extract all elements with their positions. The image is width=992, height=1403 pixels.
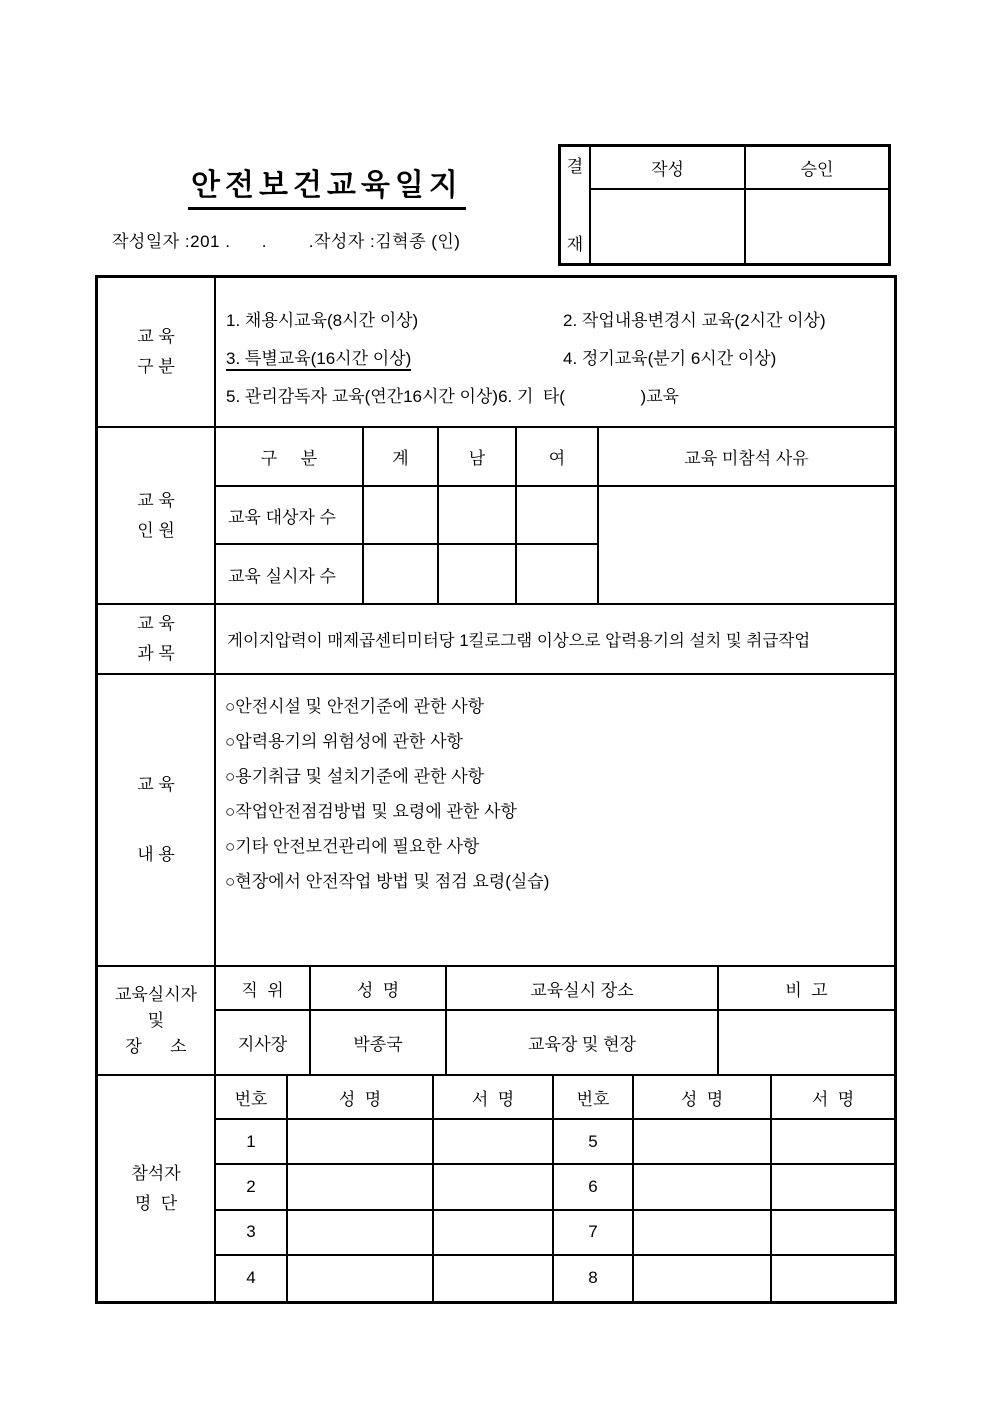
attendee-name-cell-2[interactable] <box>288 1165 434 1210</box>
approval-sign-cell-approve[interactable] <box>746 190 888 263</box>
instructor-header-position: 직 위 <box>216 967 311 1011</box>
attendee-list-label-line2: 명 단 <box>134 1193 178 1213</box>
attendee-name-cell-5[interactable] <box>634 1120 772 1165</box>
instructor-name-value: 박종국 <box>311 1011 447 1074</box>
approval-stamp-bottom: 재 <box>566 235 584 254</box>
actual-female-cell[interactable] <box>517 545 599 603</box>
contents-item-6: ○현장에서 안전작업 방법 및 점검 요령(실습) <box>225 872 550 891</box>
contents-item-3: ○용기취급 및 설치기준에 관한 사항 <box>225 767 485 786</box>
byline: 작성일자 :201 . . .작성자 :김혁종 (인) <box>112 232 461 251</box>
instructor-label-line2: 및 <box>147 1010 165 1030</box>
actual-male-cell[interactable] <box>439 545 517 603</box>
attendee-header-sign-right: 서 명 <box>772 1076 894 1120</box>
section-edu-type <box>98 278 894 428</box>
instructor-header-place: 교육실시 장소 <box>447 967 719 1011</box>
section-attendee-list <box>98 1076 894 1301</box>
contents-label-line1: 교 육 <box>137 775 175 794</box>
instructor-position-value: 지사장 <box>216 1011 311 1074</box>
edu-type-label-line1: 교 육 <box>137 327 175 346</box>
attendance-header-total: 계 <box>364 428 439 487</box>
attendee-sign-cell-5[interactable] <box>772 1120 894 1165</box>
target-total-cell[interactable] <box>364 487 439 545</box>
edu-type-item-3-selected: 3. 특별교육(16시간 이상) <box>226 349 411 371</box>
approval-header-write: 작성 <box>591 147 746 190</box>
contents-item-4: ○작업안전점검방법 및 요령에 관한 사항 <box>225 802 517 821</box>
attendee-sign-cell-3[interactable] <box>434 1211 554 1256</box>
section-instructor <box>98 967 894 1076</box>
attendee-no-7: 7 <box>554 1211 634 1256</box>
attendee-header-sign-left: 서 명 <box>434 1076 554 1120</box>
attendee-no-1: 1 <box>216 1120 288 1165</box>
attendee-sign-cell-4[interactable] <box>434 1256 554 1301</box>
subject-label-line2: 과 목 <box>137 644 175 663</box>
attendee-header-no-right: 번호 <box>554 1076 634 1120</box>
attendee-sign-cell-2[interactable] <box>434 1165 554 1210</box>
edu-type-item-5[interactable]: 5. 관리감독자 교육(연간16시간 이상) <box>226 386 499 406</box>
edu-type-item-3[interactable] <box>226 344 563 369</box>
instructor-label <box>98 967 216 1074</box>
edu-type-item-4[interactable]: 4. 정기교육(분기 6시간 이상) <box>563 348 777 368</box>
attendee-no-4: 4 <box>216 1256 288 1301</box>
attendee-no-8: 8 <box>554 1256 634 1301</box>
attendee-sign-cell-1[interactable] <box>434 1120 554 1165</box>
edu-type-item-6[interactable]: 6. 기 타( )교육 <box>498 386 680 406</box>
attendee-name-cell-8[interactable] <box>634 1256 772 1301</box>
attendee-list-label <box>98 1076 216 1301</box>
edu-type-label-line2: 구 분 <box>137 357 175 376</box>
contents-label-line2: 내 용 <box>137 845 175 864</box>
approval-stamp-top: 결 <box>566 157 584 176</box>
attendance-label <box>98 428 216 603</box>
attendance-header-female: 여 <box>517 428 599 487</box>
attendance-header-absence-reason: 교육 미참석 사유 <box>599 428 894 487</box>
main-form-table <box>95 275 897 1304</box>
attendance-label-line1: 교 육 <box>137 490 175 510</box>
section-subject <box>98 605 894 675</box>
attendee-name-cell-7[interactable] <box>634 1211 772 1256</box>
attendance-row-actual-label: 교육 실시자 수 <box>216 545 364 603</box>
attendee-header-no-left: 번호 <box>216 1076 288 1120</box>
attendance-header-category: 구 분 <box>216 428 364 487</box>
target-female-cell[interactable] <box>517 487 599 545</box>
page-title: 안전보건교육일지 <box>188 160 466 210</box>
attendance-label-line2: 인 원 <box>137 520 175 540</box>
attendee-header-name-right: 성 명 <box>634 1076 772 1120</box>
attendance-row-target-label: 교육 대상자 수 <box>216 487 364 545</box>
instructor-label-line3: 장 소 <box>125 1036 187 1056</box>
section-contents <box>98 675 894 967</box>
attendee-no-2: 2 <box>216 1165 288 1210</box>
attendee-name-cell-4[interactable] <box>288 1256 434 1301</box>
attendee-name-cell-3[interactable] <box>288 1211 434 1256</box>
attendee-sign-cell-8[interactable] <box>772 1256 894 1301</box>
section-attendance-count <box>98 428 894 605</box>
instructor-header-note: 비 고 <box>719 967 894 1011</box>
contents-label <box>98 675 216 965</box>
instructor-label-line1: 교육실시자 <box>114 984 198 1004</box>
edu-type-item-2[interactable]: 2. 작업내용변경시 교육(2시간 이상) <box>563 310 826 330</box>
attendee-no-6: 6 <box>554 1165 634 1210</box>
subject-label <box>98 605 216 673</box>
instructor-note-cell[interactable] <box>719 1011 894 1074</box>
attendance-header-male: 남 <box>439 428 517 487</box>
approval-header-approve: 승인 <box>746 147 888 190</box>
attendee-no-3: 3 <box>216 1211 288 1256</box>
instructor-header-name: 성 명 <box>311 967 447 1011</box>
attendee-sign-cell-6[interactable] <box>772 1165 894 1210</box>
edu-type-item-1[interactable]: 1. 채용시교육(8시간 이상) <box>226 310 419 330</box>
attendee-list-label-line1: 참석자 <box>131 1163 181 1183</box>
approval-box <box>558 144 891 266</box>
instructor-place-value: 교육장 및 현장 <box>447 1011 719 1074</box>
contents-item-1: ○안전시설 및 안전기준에 관한 사항 <box>225 697 485 716</box>
attendee-name-cell-6[interactable] <box>634 1165 772 1210</box>
attendee-header-name-left: 성 명 <box>288 1076 434 1120</box>
contents-item-5: ○기타 안전보건관리에 필요한 사항 <box>225 837 480 856</box>
contents-item-2: ○압력용기의 위험성에 관한 사항 <box>225 732 463 751</box>
edu-type-label <box>98 278 216 426</box>
attendee-no-5: 5 <box>554 1120 634 1165</box>
approval-stamp-column <box>561 147 591 263</box>
attendee-sign-cell-7[interactable] <box>772 1211 894 1256</box>
approval-sign-cell-write[interactable] <box>591 190 746 263</box>
subject-text: 게이지압력이 매제곱센티미터당 1킬로그램 이상으로 압력용기의 설치 및 취급작업 <box>227 632 811 650</box>
attendee-name-cell-1[interactable] <box>288 1120 434 1165</box>
actual-total-cell[interactable] <box>364 545 439 603</box>
subject-label-line1: 교 육 <box>137 614 175 633</box>
absence-reason-cell[interactable] <box>599 487 894 603</box>
target-male-cell[interactable] <box>439 487 517 545</box>
